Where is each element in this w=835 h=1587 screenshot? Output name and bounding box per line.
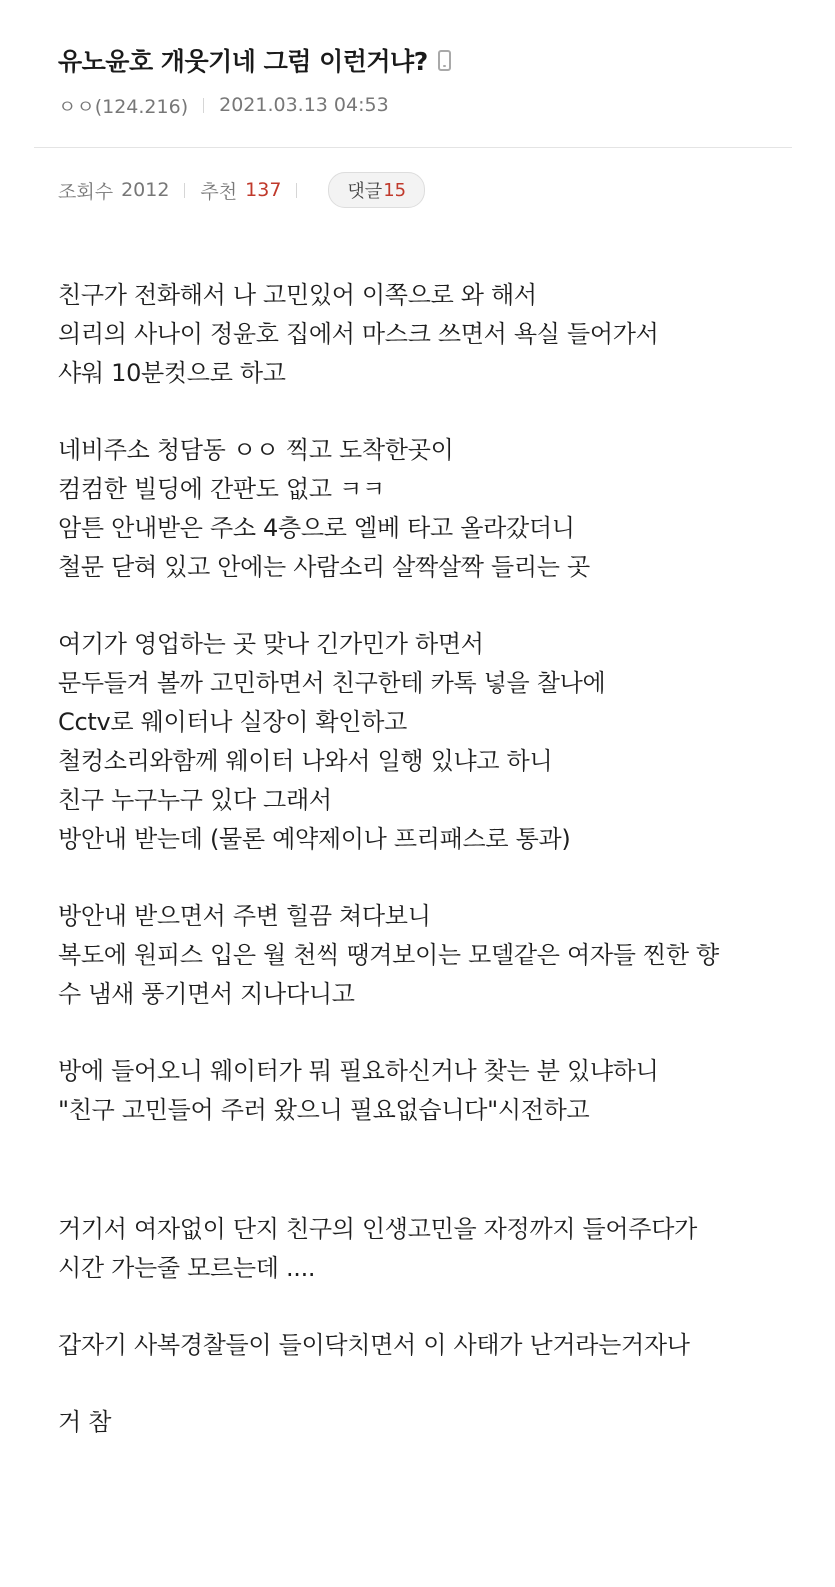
body-line: 시간 가는줄 모르는데 .... (58, 1254, 316, 1282)
recommend-label: 추천 (200, 180, 238, 203)
body-line: 컴컴한 빌딩에 간판도 없고 ㅋㅋ (58, 475, 385, 503)
paragraph (58, 1326, 818, 1365)
body-line: 갑자기 사복경찰들이 들이닥치면서 이 사태가 난거라는거자나 (58, 1331, 690, 1359)
paragraph (58, 897, 818, 1014)
comments-button[interactable] (328, 172, 425, 208)
post-stats (58, 171, 425, 209)
body-line: 여기가 영업하는 곳 맞나 긴가민가 하면서 (58, 630, 484, 658)
body-line: 수 냄새 풍기면서 지나다니고 (58, 980, 355, 1008)
stats-divider (184, 183, 185, 198)
paragraph (58, 431, 818, 587)
post-header (58, 38, 798, 122)
body-line: 거기서 여자없이 단지 친구의 인생고민을 자정까지 들어주다가 (58, 1215, 697, 1243)
author-name[interactable]: ㅇㅇ(124.216) (58, 95, 189, 118)
body-line: Cctv로 웨이터나 실장이 확인하고 (58, 708, 407, 736)
body-line: 복도에 원피스 입은 월 천씩 땡겨보이는 모델같은 여자들 찐한 향 (58, 941, 719, 969)
paragraph-gap (58, 859, 818, 897)
post-body (58, 276, 818, 1442)
paragraph (58, 276, 818, 393)
post-datetime: 2021.03.13 04:53 (219, 94, 389, 116)
body-line: 방안내 받으면서 주변 힐끔 쳐다보니 (58, 902, 431, 930)
paragraph (58, 1403, 818, 1442)
mobile-icon (438, 50, 451, 71)
recommend-count: 137 (245, 179, 282, 201)
body-line: 네비주소 청담동 ㅇㅇ 찍고 도착한곳이 (58, 436, 454, 464)
title-row (58, 38, 798, 82)
body-line: 샤워 10분컷으로 하고 (58, 359, 286, 387)
header-divider (34, 147, 792, 148)
body-line: 문두들겨 볼까 고민하면서 친구한테 카톡 넣을 찰나에 (58, 669, 606, 697)
body-line: 거 참 (58, 1408, 112, 1436)
post-meta (58, 88, 798, 122)
body-line: 친구 누구누구 있다 그래서 (58, 786, 332, 814)
paragraph-gap (58, 1288, 818, 1326)
paragraph-gap (58, 393, 818, 431)
body-line: 방안내 받는데 (물론 예약제이나 프리패스로 통과) (58, 825, 571, 853)
body-line: 암튼 안내받은 주소 4층으로 엘베 타고 올라갔더니 (58, 514, 575, 542)
paragraph (58, 1052, 818, 1130)
paragraph-gap (58, 1014, 818, 1052)
post-title: 유노윤호 개웃기네 그럼 이런거냐? (58, 47, 428, 76)
comments-count: 15 (383, 179, 407, 201)
paragraph (58, 625, 818, 859)
paragraph-gap (58, 587, 818, 625)
paragraph (58, 1210, 818, 1288)
body-line: 의리의 사나이 정윤호 집에서 마스크 쓰면서 욕실 들어가서 (58, 320, 659, 348)
views-count: 2012 (121, 179, 170, 201)
paragraph-gap (58, 1130, 818, 1210)
views-label: 조회수 (58, 180, 114, 203)
body-line: 친구가 전화해서 나 고민있어 이쪽으로 와 해서 (58, 281, 537, 309)
comments-label: 댓글 (347, 181, 383, 202)
stats-divider (296, 183, 297, 198)
meta-divider (203, 98, 204, 113)
body-line: 철문 닫혀 있고 안에는 사람소리 살짝살짝 들리는 곳 (58, 553, 590, 581)
body-line: 철컹소리와함께 웨이터 나와서 일행 있냐고 하니 (58, 747, 553, 775)
paragraph-gap (58, 1365, 818, 1403)
body-line: "친구 고민들어 주러 왔으니 필요없습니다"시전하고 (58, 1096, 590, 1124)
body-line: 방에 들어오니 웨이터가 뭐 필요하신거나 찾는 분 있냐하니 (58, 1057, 659, 1085)
